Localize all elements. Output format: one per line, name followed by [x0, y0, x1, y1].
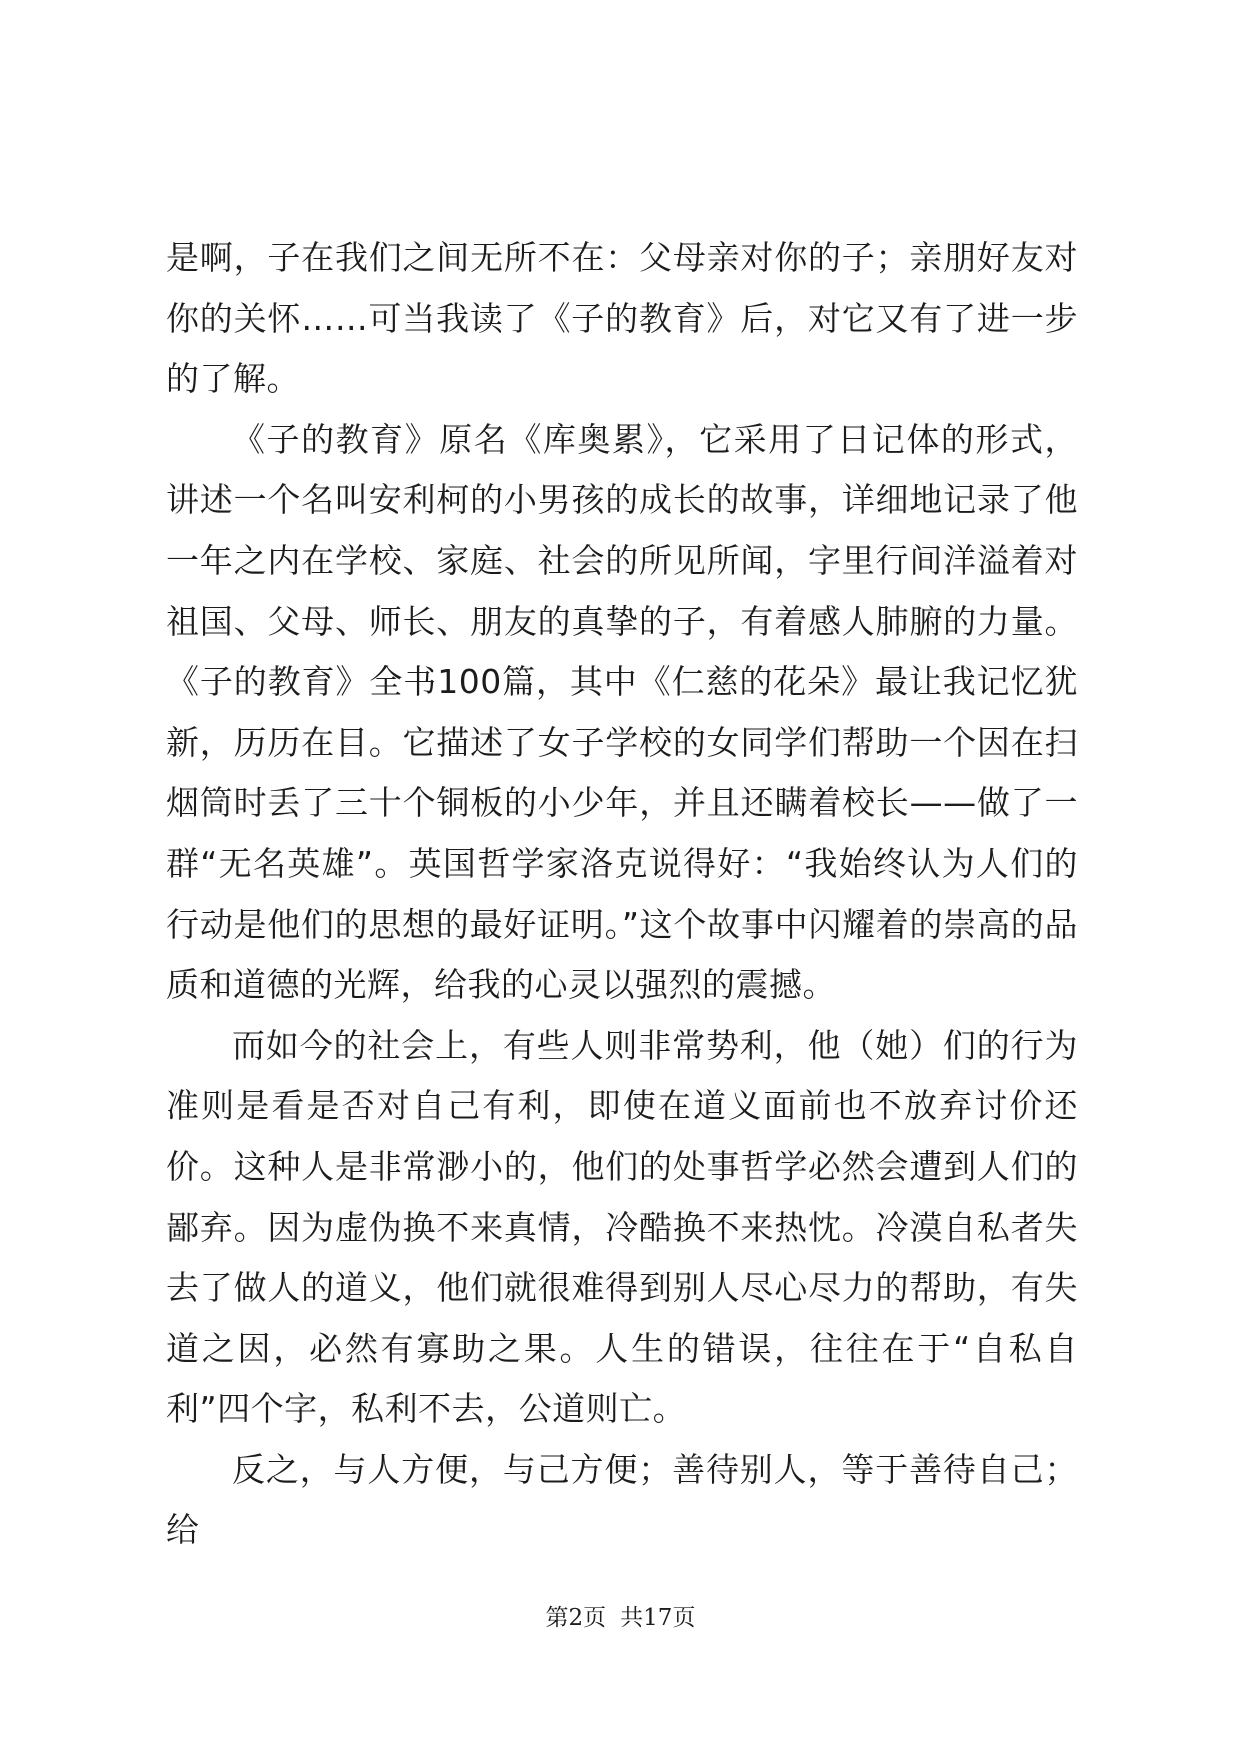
total-pages: 共17页 [620, 1605, 696, 1631]
paragraph-4: 反之，与人方便，与己方便；善待别人，等于善待自己；给 [166, 1449, 1078, 1550]
paragraph-2: 《子的教育》原名《库奥累》，它采用了日记体的形式，讲述一个名叫安利柯的小男孩的成长的故事，详细地记录了他一年之内在学校、家庭、社会的所见所闻，字里行间洋溢着对祖国、父母、师长、朋友的真挚的子，有着感人肺腑的力量。《子的教育》全书100篇，其中《仁慈的花朵》最让我记忆犹新，历历在目。它描述了女子学校的女同学们帮助一个因在扫烟筒时丢了三十个铜板的小少年，并且还瞒着校长——做了一群“无名英雄”。英国哲学家洛克说得好：“我始终认为人们的行动是他们的思想的最好证明。”这个故事中闪耀着的崇高的品质和道德的光辉，给我的心灵以强烈的震撼。 [166, 419, 1078, 1005]
paragraph-1: 是啊，子在我们之间无所不在：父母亲对你的子；亲朋好友对你的关怀……可当我读了《子的教育》后，对它又有了进一步的了解。 [166, 238, 1078, 399]
paragraph-3: 而如今的社会上，有些人则非常势利，他（她）们的行为准则是看是否对自己有利，即使在道义面前也不放弃讨价还价。这种人是非常渺小的，他们的处事哲学必然会遭到人们的鄙弃。因为虚伪换不来真情，冷酷换不来热忱。冷漠自私者失去了做人的道义，他们就很难得到别人尽心尽力的帮助，有失道之因，必然有寡助之果。人生的错误，往往在于“自私自利”四个字，私利不去，公道则亡。 [166, 1025, 1078, 1429]
page-number: 第2页 [545, 1605, 607, 1631]
page-footer [0, 1603, 1241, 1633]
body-text [166, 228, 1078, 1561]
